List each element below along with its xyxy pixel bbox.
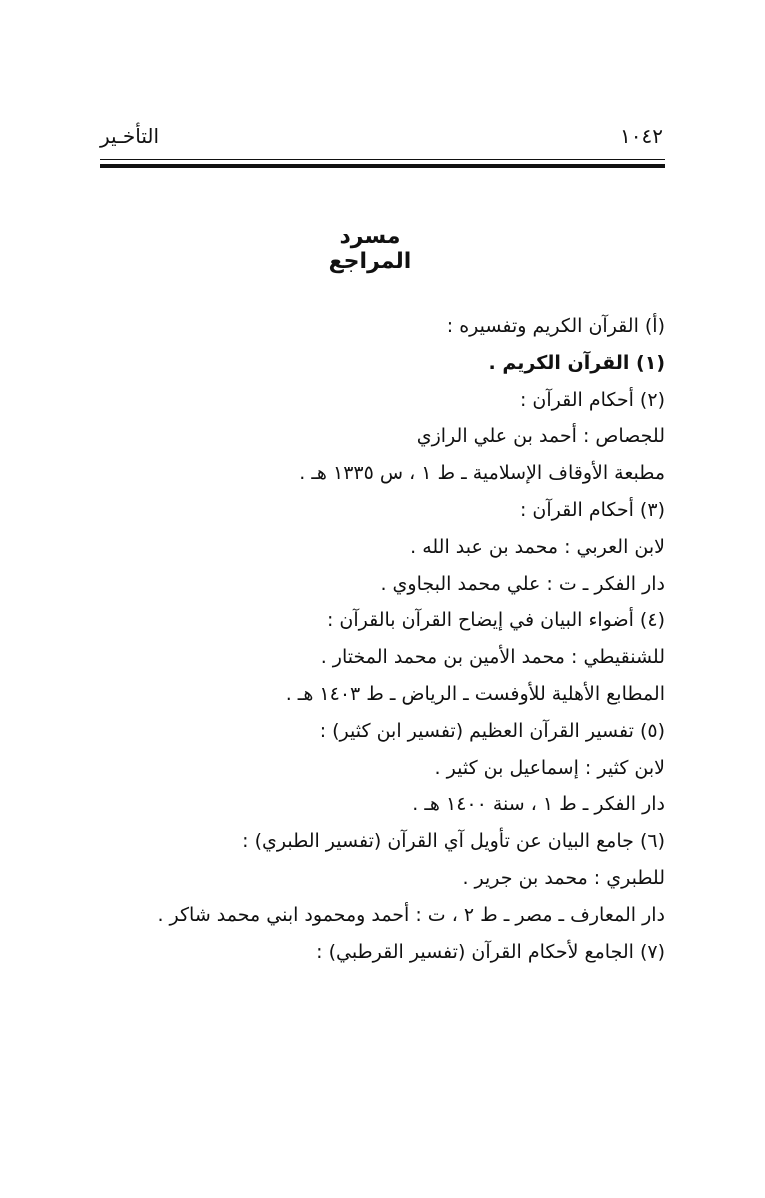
reference-line: (٦) جامع البيان عن تأويل آي القرآن (تفسير الطبري) : [242,830,665,853]
header-rule-thin [100,159,665,160]
reference-line: (٤) أضواء البيان في إيضاح القرآن بالقرآن : [326,609,665,632]
reference-line: للشنقيطي : محمد الأمين بن محمد المختار . [320,646,665,669]
reference-line: دار الفكر ـ ت : علي محمد البجاوي . [380,572,665,595]
reference-line: (٣) أحكام القرآن : [519,498,665,521]
reference-line: دار المعارف ـ مصر ـ ط ٢ ، ت : أحمد ومحمود ابني محمد شاكر . [157,903,665,926]
running-title: التأخـير [100,124,160,148]
reference-line: لابن العربي : محمد بن عبد الله . [410,535,665,558]
reference-line: لابن كثير : إسماعيل بن كثير . [434,756,665,779]
page-header [100,124,663,154]
reference-line: دار الفكر ـ ط ١ ، سنة ١٤٠٠ هـ . [412,793,665,816]
section-title: مسرد المراجع [328,224,412,274]
reference-line: مطبعة الأوقاف الإسلامية ـ ط ١ ، س ١٣٣٥ هـ . [299,462,665,485]
reference-line: (أ) القرآن الكريم وتفسيره : [446,315,665,337]
header-rule-thick [100,164,665,168]
reference-line: (٥) تفسير القرآن العظيم (تفسير ابن كثير) : [319,719,665,742]
reference-line: للجصاص : أحمد بن علي الرازي [416,425,665,448]
reference-line: (١) القرآن الكريم . [488,351,665,374]
reference-line: (٧) الجامع لأحكام القرآن (تفسير القرطبي) : [316,940,665,963]
page-number: ١٠٤٢ [620,124,663,148]
reference-line: المطابع الأهلية للأوفست ـ الرياض ـ ط ١٤٠٣ هـ . [285,682,665,705]
reference-line: (٢) أحكام القرآن : [519,388,665,411]
reference-line: للطبري : محمد بن جرير . [462,866,665,889]
references-list [157,308,665,970]
